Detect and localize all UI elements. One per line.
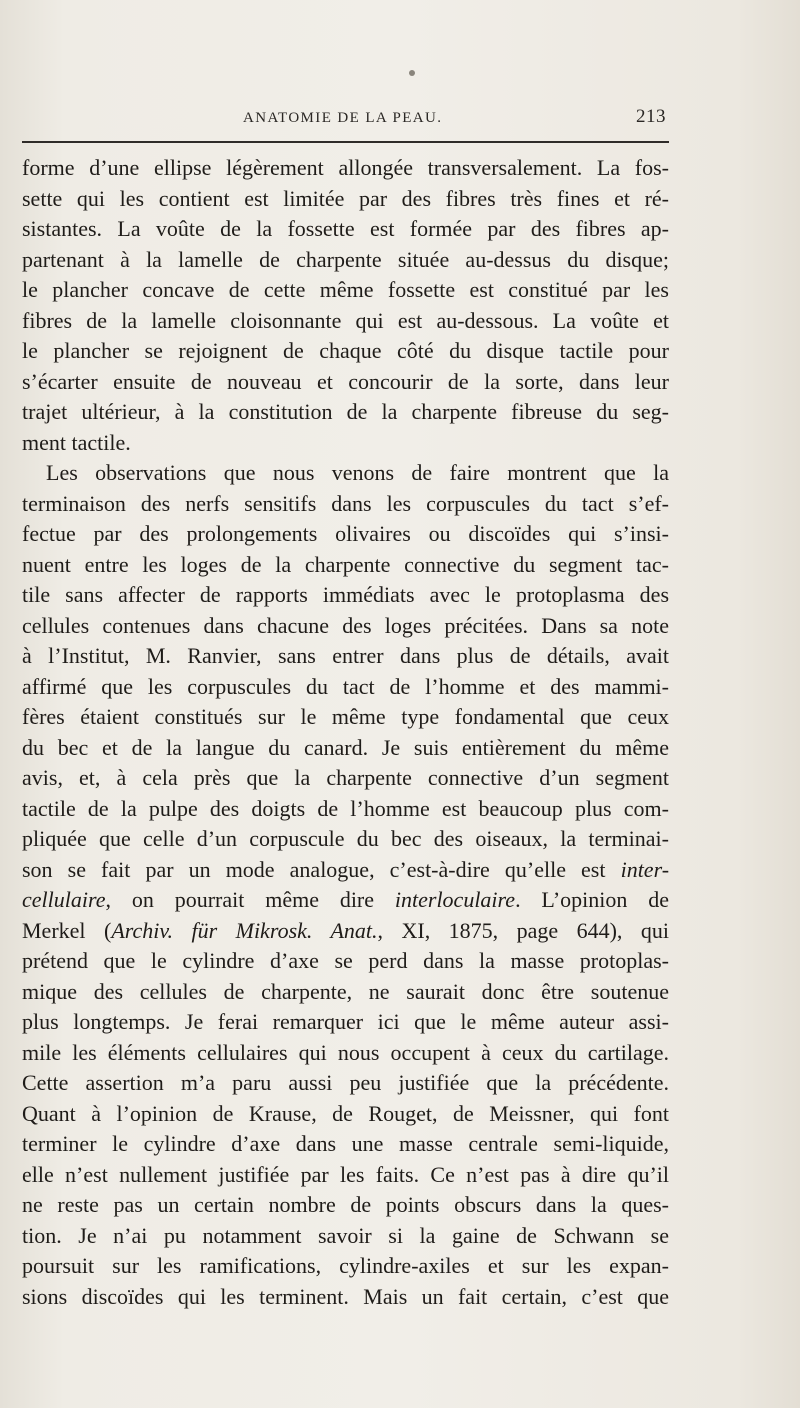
- text-line: cellules contenues dans chacune des loges précitées. Dans sa note: [22, 612, 669, 638]
- text-line: le plancher concave de cette même fossette est constitué par les: [22, 277, 669, 302]
- italic-term: cellulaire: [22, 887, 106, 912]
- text-line: mique des cellules de charpente, ne saurait donc être soutenue: [22, 978, 669, 1004]
- text-line: s’écarter ensuite de nouveau et concourir de la sorte, dans leur: [22, 368, 669, 394]
- text-line: trajet ultérieur, à la constitution de la charpente fibreuse du seg-: [22, 399, 669, 424]
- italic-term: inter-: [620, 856, 670, 882]
- text-line-segment: Merkel (: [22, 917, 112, 943]
- text-line: [22, 885, 669, 916]
- text-line: avis, et, à cela près que la charpente connective d’un segment: [22, 765, 669, 790]
- text-line: pliquée que celle d’un corpuscule du bec des oiseaux, la terminai-: [22, 826, 669, 851]
- text-line: elle n’est nullement justifiée par les faits. Ce n’est pas à dire qu’il: [22, 1161, 669, 1187]
- text-line: tion. Je n’ai pu notamment savoir si la gaine de Schwann se: [22, 1222, 669, 1248]
- text-line: tile sans affecter de rapports immédiats avec le protoplasma des: [22, 582, 669, 607]
- running-title: ANATOMIE DE LA PEAU.: [243, 110, 443, 126]
- text-line: tactile de la pulpe des doigts de l’homme est beaucoup plus com-: [22, 795, 669, 821]
- text-line: fères étaient constitués sur le même type fondamental que ceux: [22, 704, 669, 729]
- text-line: fibres de la lamelle cloisonnante qui est au-dessous. La voûte et: [22, 307, 669, 333]
- italic-citation: Archiv. für Mikrosk. Anat.: [111, 917, 378, 943]
- text-line: ment tactile.: [22, 429, 131, 455]
- text-line: Quant à l’opinion de Krause, de Rouget, de Meissner, qui font: [22, 1100, 669, 1126]
- text-line: sistantes. La voûte de la fossette est formée par des fibres ap-: [22, 216, 669, 241]
- italic-term: interloculaire: [394, 887, 516, 912]
- text-line: mile les éléments cellulaires qui nous occupent à ceux du cartilage.: [22, 1039, 669, 1065]
- text-line: [22, 916, 669, 947]
- header-rule: [22, 141, 669, 143]
- text-line: Cette assertion m’a paru aussi peu justifiée que la précédente.: [22, 1070, 669, 1095]
- text-line: du bec et de la langue du canard. Je suis entièrement du même: [22, 734, 669, 760]
- text-line: partenant à la lamelle de charpente située au-dessus du disque;: [22, 246, 669, 272]
- text-line: sions discoïdes qui les terminent. Mais un fait certain, c’est que: [22, 1283, 669, 1309]
- page-number: 213: [636, 106, 666, 127]
- text-line-segment: son se fait par un mode analogue, c’est-à-dire qu’elle est: [22, 856, 606, 882]
- text-line: Les observations que nous venons de faire montrent que la: [46, 460, 669, 485]
- text-line: terminaison des nerfs sensitifs dans les corpuscules du tact s’ef-: [22, 490, 669, 516]
- text-line-segment: , on pourrait même dire: [105, 887, 375, 912]
- text-line: ne reste pas un certain nombre de points obscurs dans la ques-: [22, 1192, 669, 1217]
- text-line: [22, 855, 669, 886]
- text-line: prétend que le cylindre d’axe se perd dans la masse protoplas-: [22, 948, 669, 973]
- running-head: [0, 106, 800, 132]
- text-line-segment: . L’opinion de: [515, 887, 670, 912]
- text-line: à l’Institut, M. Ranvier, sans entrer dans plus de détails, avait: [22, 643, 669, 668]
- text-line: terminer le cylindre d’axe dans une masse centrale semi-liquide,: [22, 1131, 669, 1156]
- text-line: poursuit sur les ramifications, cylindre-axiles et sur les expan-: [22, 1253, 669, 1278]
- text-line: plus longtemps. Je ferai remarquer ici que le même auteur assi-: [22, 1009, 669, 1034]
- text-line: forme d’une ellipse légèrement allongée transversalement. La fos-: [22, 155, 669, 180]
- ink-dot-mark: [409, 70, 415, 76]
- text-line: affirmé que les corpuscules du tact de l’homme et des mammi-: [22, 673, 669, 699]
- body-text: [22, 153, 669, 1312]
- text-line: sette qui les contient est limitée par des fibres très fines et ré-: [22, 185, 669, 211]
- text-line: fectue par des prolongements olivaires ou discoïdes qui s’insi-: [22, 521, 669, 546]
- text-line: nuent entre les loges de la charpente connective du segment tac-: [22, 551, 669, 577]
- text-line: le plancher se rejoignent de chaque côté du disque tactile pour: [22, 338, 669, 363]
- text-line-segment: , XI, 1875, page 644), qui: [377, 917, 670, 943]
